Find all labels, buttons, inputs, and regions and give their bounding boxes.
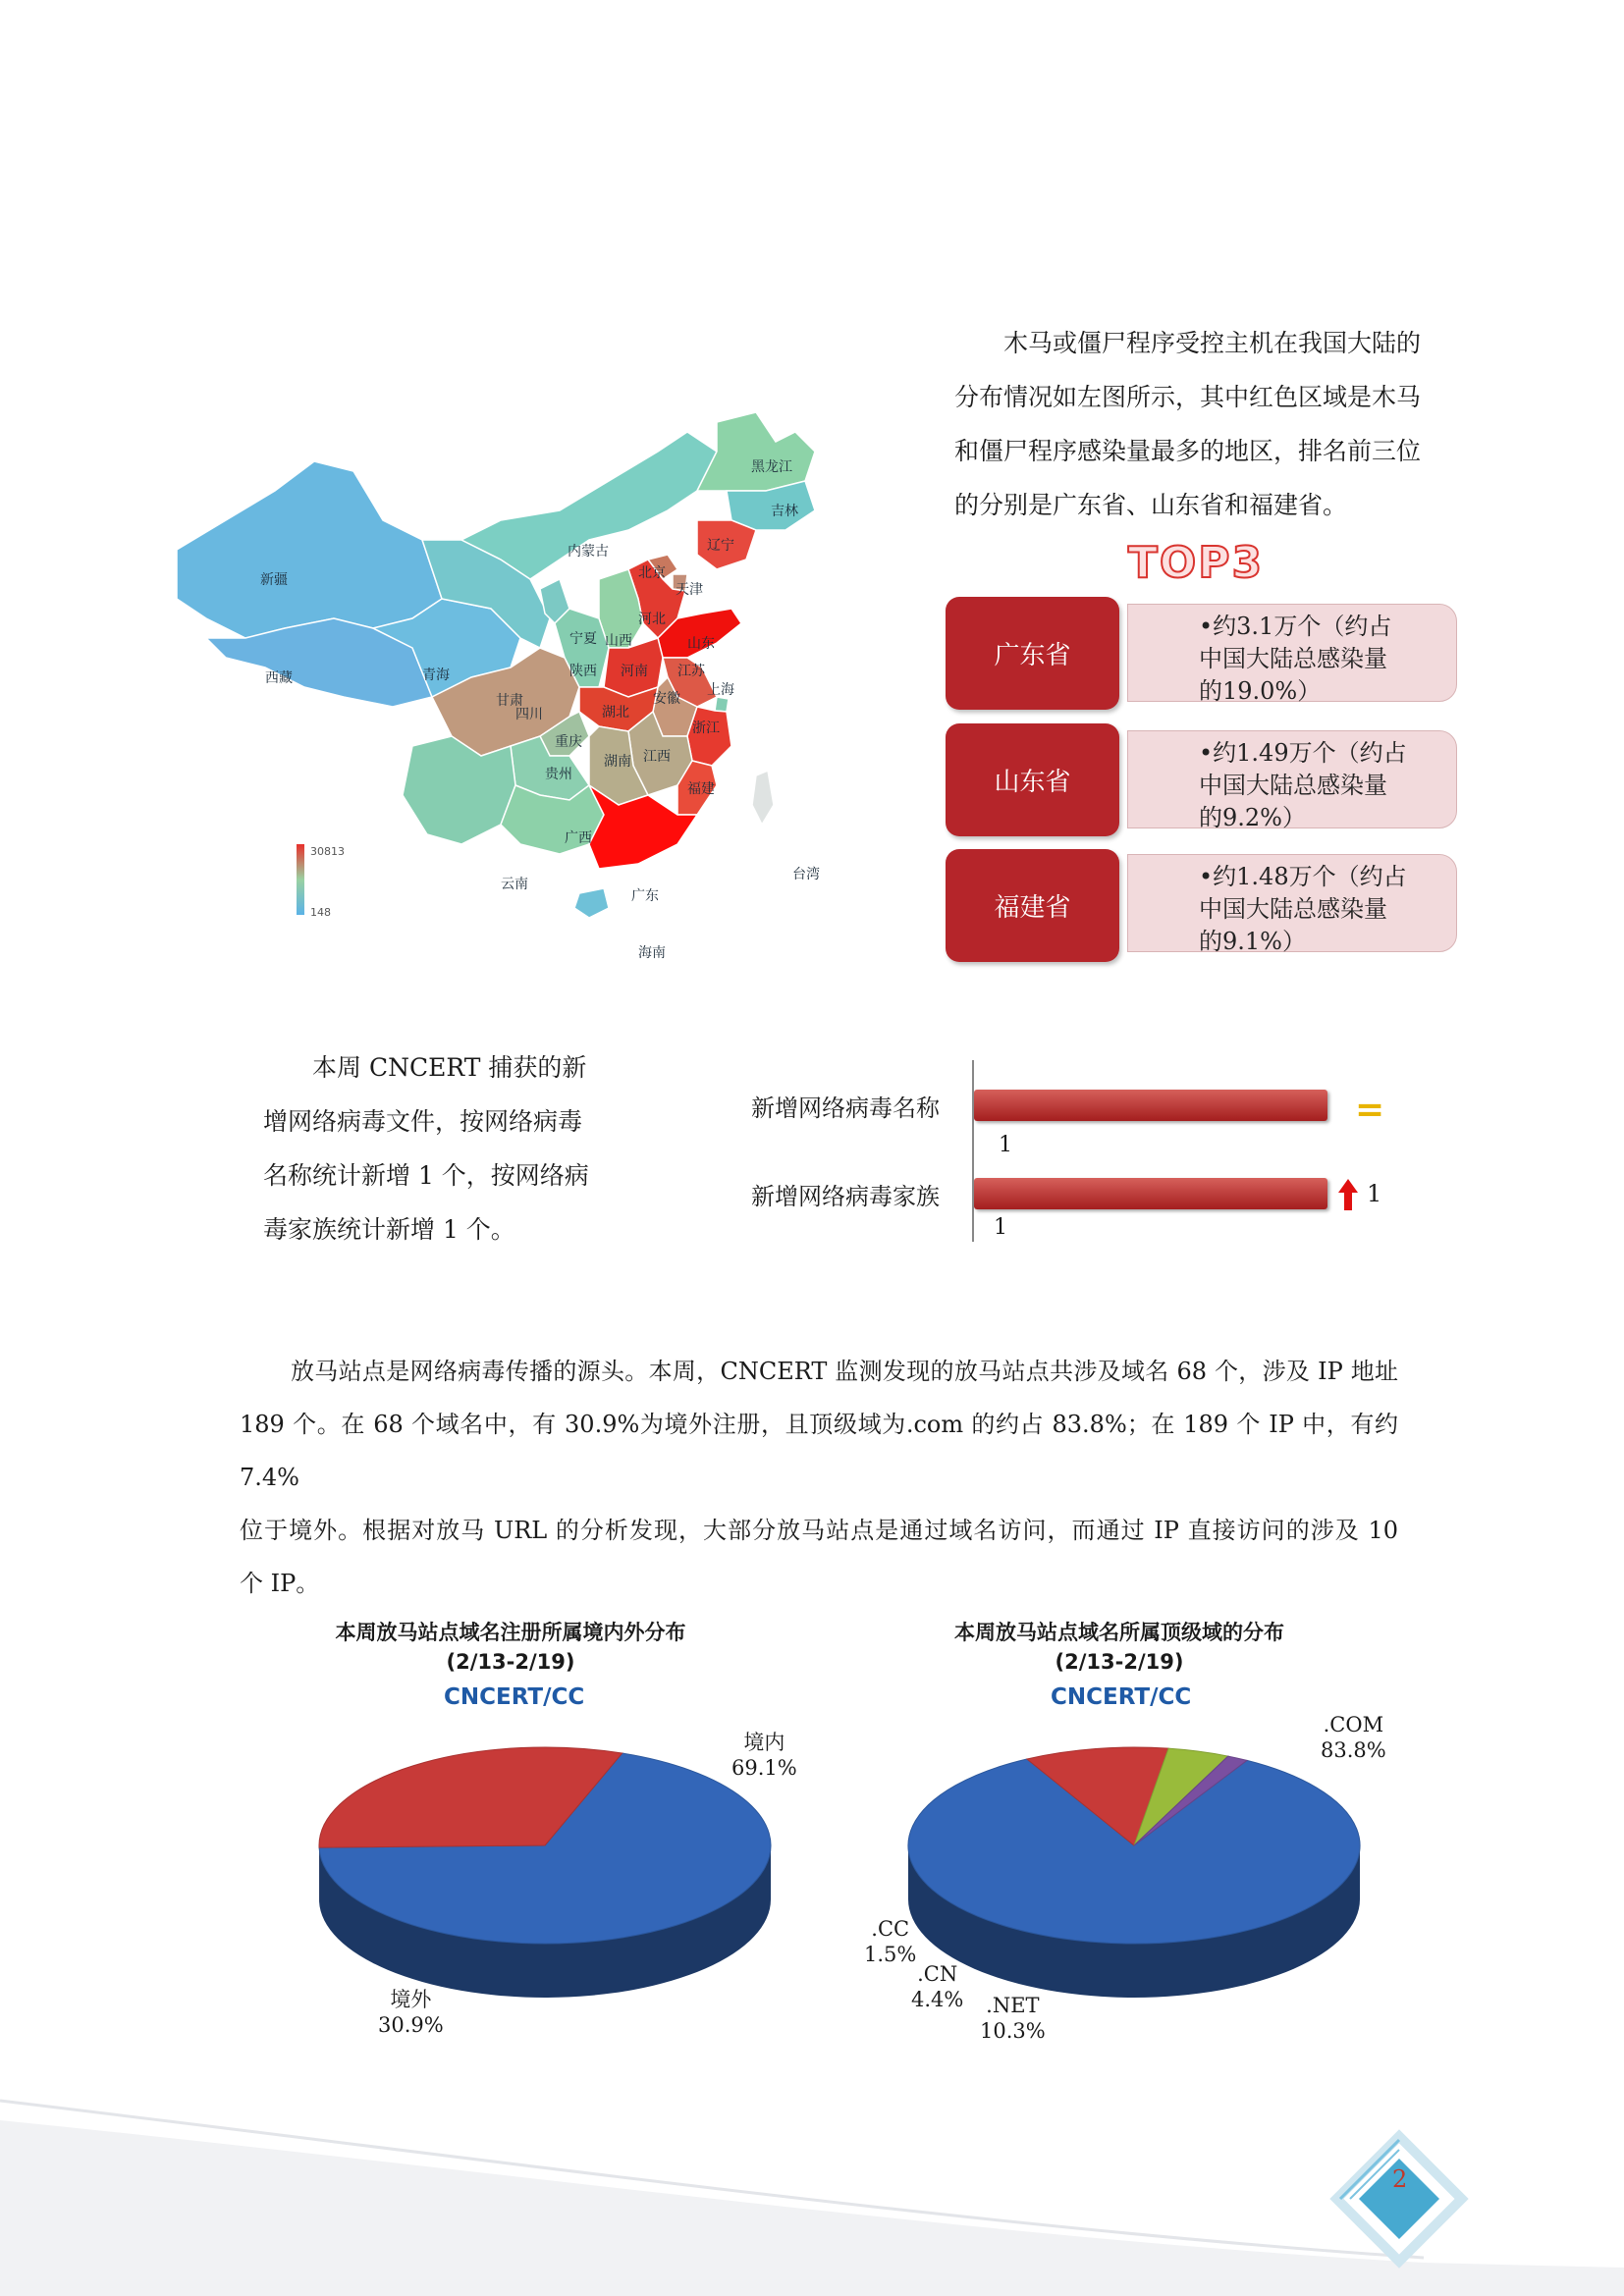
rank-province-2: [946, 723, 1119, 836]
map-label: 云南: [501, 877, 528, 892]
pie2-title-text: 本周放马站点域名所属顶级域的分布: [954, 1621, 1284, 1644]
map-label: 上海: [707, 682, 734, 698]
map-label: 浙江: [692, 721, 720, 736]
pie1-title-text: 本周放马站点域名注册所属境内外分布: [335, 1621, 686, 1644]
map-label: 山东: [687, 636, 715, 652]
china-infection-map: [167, 373, 893, 982]
body-line: 位于境外。根据对放马 URL 的分析发现，大部分放马站点是通过域名访问，而通过 IP 直接访问的涉及 10: [240, 1517, 1398, 1544]
pie2-label-net: [980, 1993, 1046, 2044]
family-change-value: 1: [1367, 1180, 1382, 1207]
map-label: 安徽: [653, 691, 680, 707]
slice-label: 境外: [390, 1988, 432, 2011]
bar-virus-name: [974, 1090, 1327, 1121]
map-label: 内蒙古: [568, 544, 609, 560]
map-label: 广东: [631, 888, 659, 904]
map-label: 吉林: [771, 504, 798, 519]
rank-detail-line: 中国大陆总感染量: [1199, 772, 1387, 799]
pie1-label-foreign: [378, 1987, 444, 2038]
map-label: 四川: [515, 707, 543, 722]
slice-value: 10.3%: [980, 2019, 1046, 2043]
map-label: 山西: [605, 633, 632, 649]
province-zhejiang: [687, 707, 731, 766]
bar-value-label: 1: [994, 1215, 1007, 1240]
virus-paragraph: [263, 1041, 597, 1256]
pie1-title: [275, 1618, 746, 1677]
intro-line: 分布情况如左图所示，其中红色区域是木马: [954, 383, 1422, 411]
slice-value: 1.5%: [864, 1943, 917, 1966]
virus-line: 毒家族统计新增 1 个。: [263, 1215, 515, 1244]
page-number: 2: [1392, 2165, 1408, 2193]
map-label: 北京: [638, 565, 666, 581]
intro-paragraph: [954, 316, 1437, 532]
map-label: 河北: [638, 612, 666, 627]
pie1-label-domestic: [731, 1730, 797, 1781]
map-label: 宁夏: [569, 631, 597, 647]
map-label: 河南: [621, 664, 648, 679]
rank-detail-line: 的19.0%）: [1199, 677, 1322, 705]
province-taiwan: [752, 771, 774, 825]
pie2-chart: [893, 1728, 1375, 2022]
slice-label: .CC: [871, 1917, 910, 1941]
pie2-label-com: [1321, 1712, 1386, 1763]
slice-value: 83.8%: [1321, 1738, 1386, 1762]
bar-category-label: 新增网络病毒家族: [751, 1183, 940, 1210]
rank-detail-2: [1127, 730, 1457, 831]
map-label: 海南: [638, 945, 666, 961]
rank-detail-line: 的9.2%）: [1199, 804, 1306, 831]
rank-detail-line: •约3.1万个（约占: [1199, 613, 1392, 640]
body-paragraph: [240, 1345, 1398, 1610]
pie2-label-cn: [911, 1961, 963, 2012]
map-label: 广西: [565, 830, 592, 846]
map-label: 辽宁: [707, 538, 734, 554]
rank-detail-3: [1127, 854, 1457, 955]
virus-line: 本周 CNCERT 捕获的新: [312, 1053, 587, 1082]
intro-line: 的分别是广东省、山东省和福建省。: [954, 491, 1348, 519]
pie2-title: [884, 1618, 1355, 1677]
slice-label: .NET: [986, 1994, 1040, 2017]
map-label: 甘肃: [496, 693, 523, 709]
slice-label: 境内: [743, 1731, 785, 1754]
map-label: 青海: [422, 667, 450, 683]
rank-detail-line: 的9.1%）: [1199, 928, 1306, 955]
map-label: 江西: [643, 749, 671, 765]
map-label: 黑龙江: [751, 459, 792, 475]
province-hainan: [574, 888, 609, 918]
map-label: 重庆: [555, 734, 582, 750]
rank-detail-line: 中国大陆总感染量: [1199, 645, 1387, 672]
map-label: 台湾: [792, 867, 820, 882]
bar-axis: [972, 1060, 974, 1242]
cncert-logo: CNCERT/CC: [1051, 1684, 1192, 1710]
bar-category-label: 新增网络病毒名称: [751, 1095, 940, 1122]
province-shanghai: [715, 697, 729, 712]
rank-detail-line: 中国大陆总感染量: [1199, 895, 1387, 923]
top3-heading: [1098, 538, 1294, 587]
pie2-subtitle: (2/13-2/19): [1055, 1650, 1184, 1674]
pie1-chart: [304, 1728, 785, 2022]
bar-virus-family: [974, 1178, 1327, 1209]
up-arrow-icon: [1337, 1178, 1359, 1211]
slice-value: 69.1%: [731, 1756, 797, 1780]
map-label: 新疆: [260, 572, 288, 588]
virus-line: 增网络病毒文件，按网络病毒: [263, 1107, 583, 1136]
equal-change-indicator: =: [1355, 1090, 1385, 1130]
body-line: 个 IP。: [240, 1570, 320, 1597]
body-line: 189 个。在 68 个域名中，有 30.9%为境外注册，且顶级域为.com 的约占 83.8%；在 189 个 IP 中，有约 7.4%: [240, 1411, 1398, 1491]
rank-province-label: 山东省: [994, 768, 1071, 797]
rank-province-label: 福建省: [994, 893, 1071, 923]
page-badge-diamond: [1316, 2115, 1483, 2282]
bar-value-label: 1: [999, 1133, 1012, 1157]
map-label: 湖南: [604, 754, 631, 770]
rank-detail-line: •约1.48万个（约占: [1199, 863, 1407, 890]
map-label: 陕西: [569, 664, 597, 679]
virus-line: 名称统计新增 1 个，按网络病: [263, 1161, 589, 1190]
pie1-subtitle: (2/13-2/19): [446, 1650, 575, 1674]
map-label: 贵州: [545, 767, 572, 782]
province-yunnan: [403, 736, 515, 844]
pie2-label-cc: [864, 1916, 916, 1967]
map-label: 福建: [687, 781, 715, 797]
intro-line: 木马或僵尸程序受控主机在我国大陆的: [1003, 329, 1422, 357]
map-label: 西藏: [265, 670, 293, 686]
cncert-logo: CNCERT/CC: [444, 1684, 585, 1710]
map-legend-max: 30813: [310, 845, 345, 858]
rank-province-label: 广东省: [994, 641, 1071, 670]
top3-heading-text: TOP3: [1127, 538, 1265, 587]
slice-value: 4.4%: [911, 1988, 964, 2011]
map-legend-min: 148: [310, 906, 331, 919]
map-legend-gradient: [297, 844, 304, 915]
map-label: 江苏: [677, 664, 705, 679]
body-line: 放马站点是网络病毒传播的源头。本周，CNCERT 监测发现的放马站点共涉及域名 68 个，涉及 IP 地址: [291, 1358, 1398, 1385]
province-xinjiang: [177, 461, 442, 638]
slice-value: 30.9%: [378, 2013, 444, 2037]
map-label: 湖北: [602, 705, 629, 721]
rank-detail-1: [1127, 604, 1457, 705]
slice-label: .CN: [917, 1962, 958, 1986]
rank-detail-line: •约1.49万个（约占: [1199, 739, 1407, 767]
slice-label: .COM: [1323, 1713, 1384, 1736]
rank-province-1: [946, 597, 1119, 710]
rank-province-3: [946, 849, 1119, 962]
intro-line: 和僵尸程序感染量最多的地区，排名前三位: [954, 437, 1422, 465]
map-label: 天津: [676, 582, 703, 598]
